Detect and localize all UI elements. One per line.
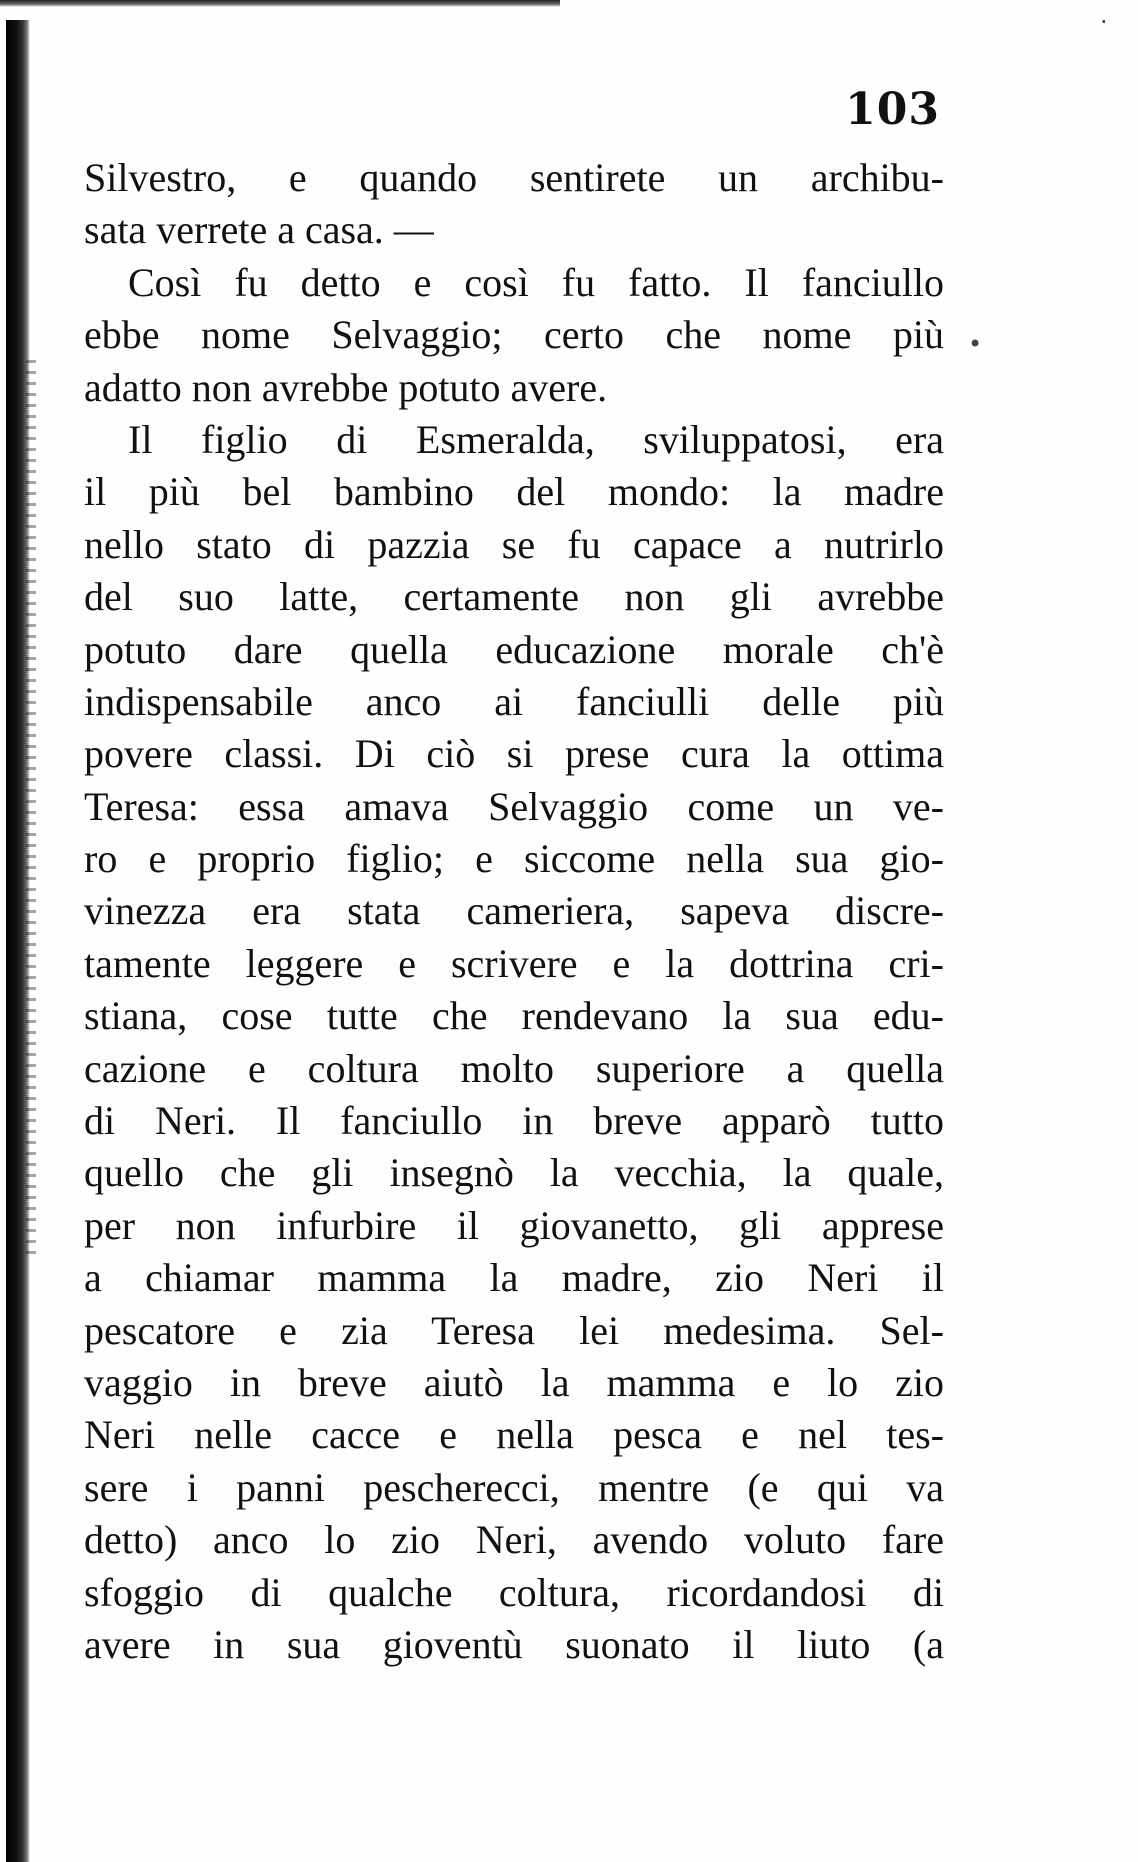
- body-text: [84, 152, 944, 1671]
- margin-speck: •: [968, 330, 983, 358]
- text-line: pescatore e zia Teresa lei medesima. Sel-: [84, 1307, 944, 1353]
- text-line: a chiamar mamma la madre, zio Neri il: [84, 1255, 944, 1301]
- top-edge-shadow: [0, 0, 560, 7]
- text-line: adatto non avrebbe potuto avere.: [84, 364, 608, 410]
- text-line: per non infurbire il giovanetto, gli apprese: [84, 1202, 944, 1248]
- text-line: Teresa: essa amava Selvaggio come un ve-: [84, 783, 944, 829]
- text-line: vinezza era stata cameriera, sapeva discre-: [84, 888, 944, 934]
- text-line: del suo latte, certamente non gli avrebbe: [84, 574, 944, 620]
- text-line: nello stato di pazzia se fu capace a nutrirlo: [84, 521, 944, 567]
- text-line: potuto dare quella educazione morale ch'è: [84, 626, 944, 672]
- text-line: stiana, cose tutte che rendevano la sua edu-: [84, 993, 944, 1039]
- text-line: detto) anco lo zio Neri, avendo voluto fare: [84, 1517, 944, 1563]
- text-line: di Neri. Il fanciullo in breve apparò tutto: [84, 1098, 944, 1144]
- text-line: ro e proprio figlio; e siccome nella sua gio-: [84, 836, 944, 882]
- text-line: sata verrete a casa. —: [84, 207, 434, 253]
- text-line: Il figlio di Esmeralda, sviluppatosi, era: [128, 416, 944, 462]
- text-line: il più bel bambino del mondo: la madre: [84, 469, 944, 515]
- page-number: 103: [845, 84, 940, 135]
- text-line: sere i panni pescherecci, mentre (e qui va: [84, 1464, 944, 1510]
- text-line: povere classi. Di ciò si prese cura la ottima: [84, 731, 944, 777]
- text-line: indispensabile anco ai fanciulli delle più: [84, 678, 944, 724]
- text-line: Così fu detto e così fu fatto. Il fanciullo: [128, 259, 944, 305]
- text-line: cazione e coltura molto superiore a quella: [84, 1045, 944, 1091]
- text-line: tamente leggere e scrivere e la dottrina cri-: [84, 940, 944, 986]
- corner-speck: ·: [1100, 8, 1108, 36]
- text-line: vaggio in breve aiutò la mamma e lo zio: [84, 1359, 944, 1405]
- text-line: quello che gli insegnò la vecchia, la quale,: [84, 1150, 944, 1196]
- text-line: ebbe nome Selvaggio; certo che nome più: [84, 312, 944, 358]
- text-line: Neri nelle cacce e nella pesca e nel tes-: [84, 1412, 944, 1458]
- text-line: Silvestro, e quando sentirete un archibu-: [84, 155, 944, 200]
- text-line: sfoggio di qualche coltura, ricordandosi di: [84, 1569, 944, 1615]
- text-line: avere in sua gioventù suonato il liuto (a: [84, 1621, 944, 1667]
- gutter-scan-noise: [26, 360, 36, 1260]
